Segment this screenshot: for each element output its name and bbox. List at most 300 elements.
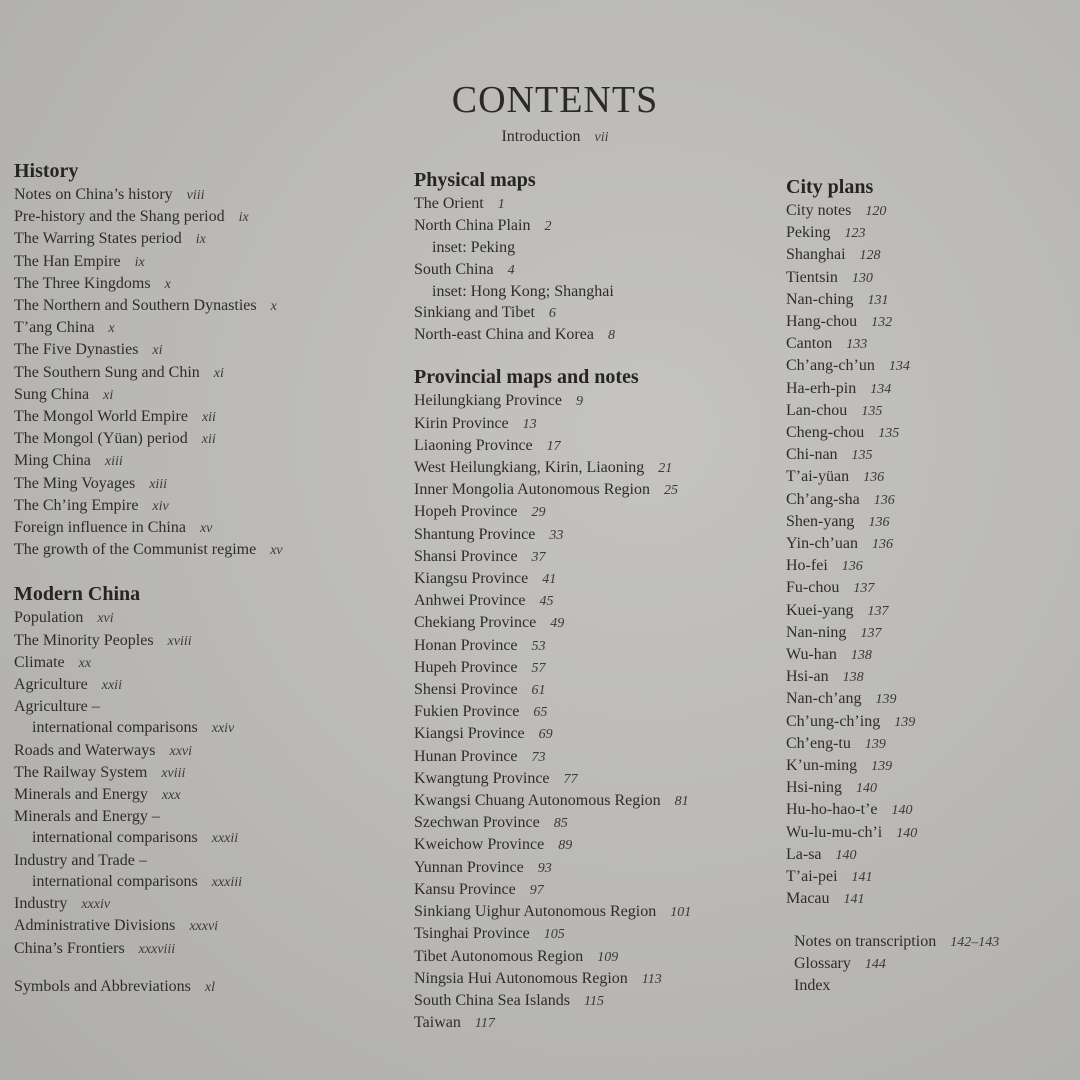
entry-page: 49 — [550, 616, 565, 632]
city-plans-list — [786, 200, 1076, 911]
entry-label: Kirin Province — [414, 414, 509, 432]
entry-label: Hu-ho-hao-t’e — [786, 801, 878, 819]
entry-label: international comparisons — [32, 872, 198, 890]
entry-label: Shensi Province — [414, 681, 518, 699]
entry-label: Inner Mongolia Autonomous Region — [414, 481, 650, 499]
toc-entry — [14, 251, 384, 273]
entry-label: Roads and Waterways — [14, 741, 156, 759]
entry-label: Ch’ung-ch’ing — [786, 712, 881, 730]
entry-page: xv — [199, 521, 213, 537]
toc-entry — [414, 657, 774, 679]
entry-label: North-east China and Korea — [414, 326, 594, 344]
entry-page: 53 — [531, 638, 546, 654]
entry-page: xxxiii — [211, 874, 243, 890]
toc-entry — [414, 901, 774, 923]
entry-page: viii — [186, 188, 205, 203]
entry-page: 135 — [861, 403, 883, 419]
toc-entry — [786, 400, 1076, 422]
toc-entry-symbols — [14, 976, 384, 998]
entry-page: xxii — [101, 678, 122, 694]
toc-entry — [14, 184, 384, 206]
toc-entry — [14, 339, 384, 361]
entry-label: Wu-lu-mu-ch’i — [786, 823, 883, 841]
entry-label: Yunnan Province — [414, 858, 524, 876]
toc-entry — [786, 577, 1076, 599]
toc-entry — [786, 489, 1076, 511]
entry-label: Taiwan — [414, 1014, 461, 1032]
toc-entry — [14, 428, 384, 450]
entry-label: Fukien Province — [414, 703, 520, 721]
entry-label: Tibet Autonomous Region — [414, 947, 584, 965]
entry-label: Ha-erh-pin — [786, 379, 857, 397]
entry-label: Cheng-chou — [786, 424, 865, 442]
entry-page: 136 — [873, 492, 895, 508]
page-title: CONTENTS — [451, 79, 659, 121]
toc-entry — [14, 696, 384, 717]
entry-label: The Southern Sung and Chin — [14, 363, 200, 381]
entry-page: xxxvi — [189, 919, 219, 935]
entry-label: Agriculture — [14, 676, 88, 694]
toc-entry — [414, 990, 774, 1012]
entry-page: 135 — [851, 448, 873, 464]
toc-entry — [414, 568, 774, 590]
entry-label: Ningsia Hui Autonomous Region — [414, 969, 628, 987]
toc-entry — [786, 200, 1076, 222]
toc-entry — [14, 806, 384, 827]
toc-entry — [414, 635, 774, 657]
toc-entry — [14, 495, 384, 517]
section-heading-provincial-maps: Provincial maps and notes — [414, 366, 639, 389]
entry-label: Shanghai — [786, 246, 846, 264]
toc-entry — [414, 524, 774, 546]
toc-entry — [414, 281, 774, 302]
entry-label: Shansi Province — [414, 547, 518, 565]
entry-label: Chekiang Province — [414, 614, 537, 632]
entry-label: inset: Hong Kong; Shanghai — [432, 282, 614, 300]
entry-page: ix — [238, 210, 249, 226]
toc-entry — [14, 652, 384, 674]
entry-label: The Railway System — [14, 763, 148, 781]
entry-label: Population — [14, 609, 84, 627]
entry-page: x — [164, 276, 171, 292]
entry-page: xiii — [149, 476, 168, 492]
entry-label: Symbols and Abbreviations — [14, 977, 191, 995]
entry-page: xvi — [97, 611, 114, 627]
entry-label: Shen-yang — [786, 512, 855, 530]
entry-label: Ch’ang-ch’un — [786, 357, 875, 375]
entry-page: 57 — [531, 660, 546, 676]
toc-entry — [14, 674, 384, 696]
entry-label: Foreign influence in China — [14, 519, 186, 537]
entry-page: xi — [152, 343, 163, 359]
toc-entry-introduction — [0, 128, 1080, 146]
toc-entry — [786, 822, 1076, 844]
entry-page: 41 — [542, 572, 557, 588]
toc-entry — [14, 406, 384, 428]
entry-page: xxxiv — [81, 897, 111, 913]
toc-entry — [14, 762, 384, 784]
entry-label: Tientsin — [786, 268, 838, 286]
entry-page: 61 — [531, 683, 546, 699]
entry-label: The Orient — [414, 195, 484, 212]
toc-entry — [14, 740, 384, 762]
entry-page: 144 — [864, 956, 886, 972]
entry-page: x — [270, 299, 277, 315]
entry-page: 93 — [537, 860, 552, 876]
entry-label: West Heilungkiang, Kirin, Liaoning — [414, 459, 645, 477]
entry-label: Kweichow Province — [414, 836, 545, 854]
entry-page: 136 — [841, 559, 863, 575]
toc-entry — [786, 555, 1076, 577]
entry-label: Lan-chou — [786, 401, 848, 419]
entry-page: 115 — [584, 993, 604, 1009]
toc-entry — [786, 355, 1076, 377]
entry-page: 140 — [856, 781, 877, 797]
entry-page: 140 — [891, 803, 913, 819]
toc-entry — [414, 215, 774, 237]
entry-label: North China Plain — [414, 217, 531, 235]
entry-page: 97 — [529, 882, 544, 898]
entry-label: The Minority Peoples — [14, 631, 154, 649]
toc-entry — [786, 866, 1076, 888]
toc-entry — [14, 893, 384, 915]
modern-china-list — [14, 607, 384, 959]
toc-entry — [414, 302, 774, 324]
entry-label: The Ming Voyages — [14, 474, 136, 492]
toc-entry — [786, 711, 1076, 733]
toc-entry — [14, 607, 384, 629]
entry-page: 139 — [875, 692, 897, 708]
entry-page: 136 — [868, 514, 890, 530]
entry-label: The Mongol World Empire — [14, 408, 188, 426]
toc-entry — [786, 422, 1076, 444]
entry-page: 37 — [531, 549, 546, 565]
entry-page: x — [108, 321, 115, 337]
section-heading-city-plans: City plans — [786, 176, 874, 198]
entry-page: 2 — [544, 219, 552, 235]
toc-entry — [414, 390, 774, 412]
entry-page: xxiv — [211, 721, 235, 737]
entry-label: Hopeh Province — [414, 503, 518, 521]
entry-page: xxxviii — [138, 941, 176, 957]
entry-page: 109 — [597, 949, 619, 965]
toc-entry — [414, 879, 774, 901]
toc-entry — [414, 834, 774, 856]
column-history-modern — [14, 158, 384, 998]
toc-entry — [786, 267, 1076, 289]
toc-entry — [414, 857, 774, 879]
toc-entry — [414, 457, 774, 479]
entry-label: La-sa — [786, 845, 822, 863]
entry-page: 141 — [843, 892, 865, 908]
entry-label: City notes — [786, 202, 852, 219]
entry-label: The Northern and Southern Dynasties — [14, 297, 257, 315]
entry-page: 6 — [548, 306, 556, 322]
toc-entry — [786, 777, 1076, 799]
entry-page: xiii — [104, 454, 123, 470]
toc-entry — [414, 679, 774, 701]
toc-entry — [14, 630, 384, 652]
entry-page: xii — [201, 410, 216, 426]
entry-page: xiv — [152, 498, 169, 514]
entry-page: 140 — [835, 847, 857, 863]
toc-entry — [14, 273, 384, 295]
entry-page: 105 — [543, 927, 565, 943]
toc-entry — [14, 539, 384, 561]
entry-label: Kiangsu Province — [414, 570, 529, 588]
toc-entry — [786, 444, 1076, 466]
entry-page: 113 — [641, 971, 662, 987]
entry-label: T’ang China — [14, 319, 95, 337]
toc-entry — [786, 644, 1076, 666]
entry-label: Sinkiang and Tibet — [414, 304, 535, 322]
entry-page: 136 — [871, 537, 893, 553]
entry-label: international comparisons — [32, 829, 198, 847]
entry-page: 136 — [863, 470, 885, 486]
entry-label: Hsi-an — [786, 668, 829, 686]
section-heading-history: History — [14, 160, 79, 182]
entry-label: Hang-chou — [786, 313, 858, 331]
entry-label: China’s Frontiers — [14, 939, 125, 957]
entry-label: Sung China — [14, 385, 90, 403]
entry-label: Kansu Province — [414, 880, 516, 898]
toc-entry — [786, 888, 1076, 910]
entry-label: Fu-chou — [786, 579, 840, 597]
entry-page: xviii — [167, 633, 192, 649]
toc-entry — [786, 600, 1076, 622]
toc-entry — [414, 746, 774, 768]
entry-label: Honan Province — [414, 636, 518, 654]
toc-entry — [414, 968, 774, 990]
toc-entry — [786, 289, 1076, 311]
toc-entry — [414, 479, 774, 501]
toc-entry — [414, 413, 774, 435]
entry-label: The growth of the Communist regime — [14, 541, 257, 559]
entry-page: 123 — [844, 226, 866, 242]
toc-entry — [794, 953, 1076, 975]
entry-label: Agriculture – — [14, 698, 100, 716]
entry-label: The Mongol (Yüan) period — [14, 430, 188, 448]
entry-label: T’ai-pei — [786, 868, 838, 886]
toc-entry — [414, 237, 774, 258]
entry-label: Industry — [14, 895, 68, 913]
history-list — [14, 184, 384, 561]
toc-entry — [786, 688, 1076, 710]
entry-page: 138 — [850, 648, 872, 664]
entry-page: 134 — [870, 381, 892, 397]
entry-page: 135 — [878, 426, 900, 442]
toc-entry — [414, 259, 774, 281]
toc-entry — [14, 228, 384, 250]
toc-entry — [14, 473, 384, 495]
entry-label: The Han Empire — [14, 252, 121, 270]
entry-label: Kiangsi Province — [414, 725, 525, 743]
entry-page: xv — [270, 543, 283, 559]
toc-entry — [14, 450, 384, 472]
toc-entry — [414, 723, 774, 745]
toc-entry — [14, 827, 384, 849]
toc-entry — [786, 466, 1076, 488]
entry-page: ix — [134, 254, 145, 270]
toc-entry — [786, 533, 1076, 555]
entry-page: 69 — [538, 727, 553, 743]
entry-page: 139 — [864, 736, 886, 752]
toc-entry — [786, 222, 1076, 244]
toc-entry — [14, 938, 384, 960]
entry-page: xxvi — [169, 743, 193, 759]
toc-entry — [786, 378, 1076, 400]
entry-page: 142–143 — [950, 934, 1000, 950]
entry-label: The Ch’ing Empire — [14, 496, 139, 514]
toc-entry — [794, 975, 1076, 996]
entry-label: Kwangtung Province — [414, 769, 550, 787]
entry-page: 1 — [497, 197, 505, 212]
entry-page: xi — [103, 387, 114, 403]
entry-page: 73 — [531, 749, 546, 765]
entry-page: 33 — [549, 527, 564, 543]
section-heading-physical-maps: Physical maps — [414, 169, 536, 191]
entry-page: xx — [78, 655, 92, 671]
entry-label: South China Sea Islands — [414, 991, 570, 1009]
toc-entry — [786, 622, 1076, 644]
toc-entry — [14, 384, 384, 406]
toc-entry — [414, 435, 774, 457]
entry-page: 130 — [851, 270, 873, 286]
entry-page: 141 — [851, 870, 873, 886]
entry-page: 65 — [533, 705, 548, 721]
entry-label: Heilungkiang Province — [414, 392, 562, 410]
entry-label: Tsinghai Province — [414, 925, 530, 943]
toc-entry — [14, 362, 384, 384]
entry-page: 101 — [670, 905, 692, 921]
entry-label: Szechwan Province — [414, 814, 540, 832]
entry-label: inset: Peking — [432, 239, 516, 257]
entry-label: Hsi-ning — [786, 779, 842, 797]
toc-entry — [14, 784, 384, 806]
entry-label: Notes on China’s history — [14, 186, 173, 203]
entry-page: 137 — [853, 581, 875, 597]
toc-entry — [414, 946, 774, 968]
entry-label: Introduction — [501, 128, 581, 145]
entry-page: 140 — [896, 825, 918, 841]
entry-label: Sinkiang Uighur Autonomous Region — [414, 903, 657, 921]
entry-label: Minerals and Energy – — [14, 808, 160, 826]
entry-page: xi — [213, 365, 224, 381]
entry-label: Liaoning Province — [414, 436, 533, 454]
entry-label: Anhwei Province — [414, 592, 526, 610]
toc-entry — [14, 850, 384, 871]
provincial-maps-list — [414, 390, 774, 1034]
entry-page: 13 — [522, 416, 537, 432]
entry-page: 138 — [842, 670, 864, 686]
toc-entry — [414, 546, 774, 568]
toc-entry — [14, 915, 384, 937]
entry-page: 9 — [575, 394, 583, 410]
toc-entry — [414, 768, 774, 790]
entry-page: 25 — [663, 483, 678, 499]
entry-page: ix — [195, 232, 206, 248]
entry-label: Index — [794, 976, 831, 994]
entry-label: Glossary — [794, 954, 851, 972]
entry-page: xl — [204, 979, 215, 995]
entry-page: 89 — [558, 838, 573, 854]
entry-page: 17 — [546, 438, 561, 454]
entry-label: Nan-ching — [786, 290, 854, 308]
toc-entry — [14, 517, 384, 539]
entry-page: 77 — [563, 771, 578, 787]
section-heading-modern-china: Modern China — [14, 583, 141, 606]
entry-label: K’un-ming — [786, 757, 858, 775]
toc-entry — [414, 812, 774, 834]
entry-label: Yin-ch’uan — [786, 535, 858, 553]
entry-label: Peking — [786, 224, 831, 242]
toc-entry — [786, 755, 1076, 777]
entry-page: 139 — [871, 759, 893, 775]
toc-entry — [14, 206, 384, 228]
entry-label: Kuei-yang — [786, 601, 854, 619]
entry-label: Minerals and Energy — [14, 786, 148, 804]
entry-label: Notes on transcription — [794, 932, 937, 950]
entry-page: xxx — [161, 788, 181, 804]
entry-page: 137 — [867, 603, 889, 619]
entry-page: 117 — [474, 1016, 495, 1032]
toc-entry — [414, 701, 774, 723]
entry-label: Chi-nan — [786, 446, 838, 464]
entry-label: The Warring States period — [14, 230, 182, 248]
entry-page: 85 — [553, 816, 568, 832]
entry-label: The Five Dynasties — [14, 341, 139, 359]
entry-label: Ming China — [14, 452, 91, 470]
toc-entry — [414, 590, 774, 612]
toc-entry — [14, 871, 384, 893]
toc-entry — [414, 923, 774, 945]
toc-entry — [14, 295, 384, 317]
entry-label: T’ai-yüan — [786, 468, 850, 486]
entry-label: Nan-ning — [786, 623, 847, 641]
toc-entry — [786, 799, 1076, 821]
toc-entry — [786, 311, 1076, 333]
entry-label: Hupeh Province — [414, 658, 518, 676]
toc-entry — [786, 844, 1076, 866]
entry-page: 8 — [607, 328, 615, 344]
toc-entry — [414, 790, 774, 812]
column-maps — [414, 167, 774, 1034]
entry-label: Pre-history and the Shang period — [14, 208, 225, 226]
entry-label: international comparisons — [32, 719, 198, 737]
physical-maps-list — [414, 193, 774, 346]
entry-page: 133 — [846, 337, 868, 353]
entry-label: Industry and Trade – — [14, 851, 147, 869]
entry-label: Ch’eng-tu — [786, 734, 851, 752]
entry-label: Canton — [786, 335, 833, 353]
entry-label: South China — [414, 260, 494, 278]
entry-label: Administrative Divisions — [14, 917, 176, 935]
entry-label: Nan-ch’ang — [786, 690, 862, 708]
toc-entry — [414, 1012, 774, 1034]
entry-label: Ho-fei — [786, 557, 828, 575]
entry-page: 120 — [865, 204, 887, 219]
entry-label: Shantung Province — [414, 525, 536, 543]
entry-label: Kwangsi Chuang Autonomous Region — [414, 792, 661, 810]
entry-label: Climate — [14, 653, 65, 671]
entry-label: The Three Kingdoms — [14, 274, 151, 292]
entry-page: vii — [594, 130, 609, 145]
entry-page: 45 — [539, 594, 554, 610]
entry-page: 29 — [531, 505, 546, 521]
toc-entry — [14, 317, 384, 339]
toc-entry — [414, 193, 774, 215]
entry-page: 81 — [674, 794, 689, 810]
